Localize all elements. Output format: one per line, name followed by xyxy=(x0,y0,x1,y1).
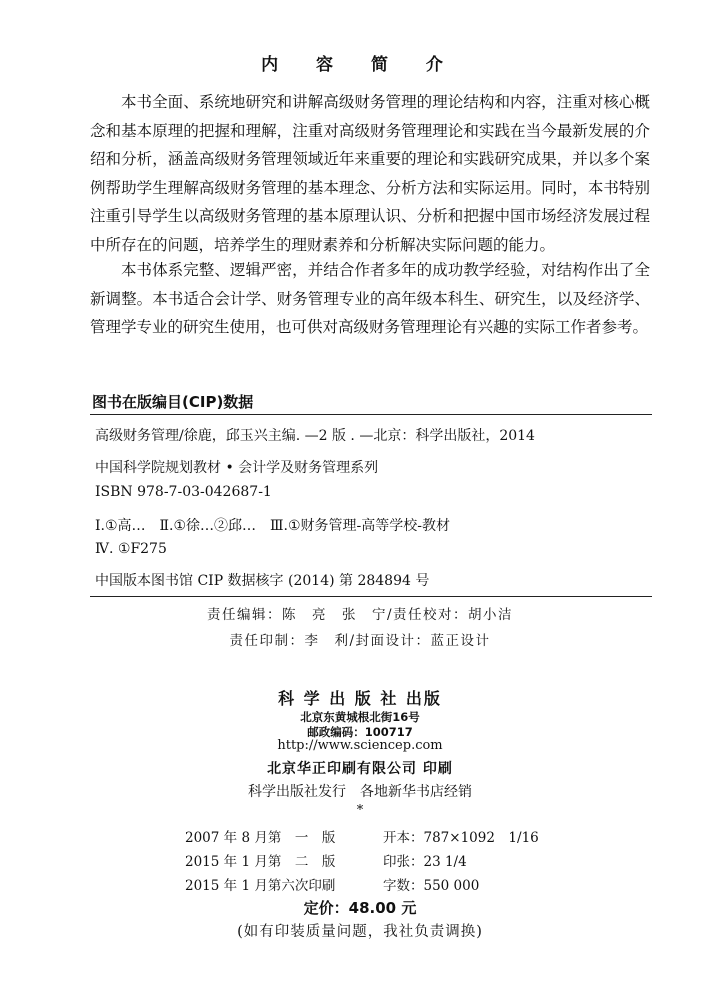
edition-row xyxy=(185,826,539,846)
edition-row xyxy=(185,850,467,870)
cip-line-isbn: ISBN 978-7-03-042687-1 xyxy=(95,484,272,500)
quality-note: (如有印装质量问题，我社负责调换) xyxy=(237,924,483,940)
edition-spec: 字数：550 000 xyxy=(383,878,480,894)
printer-name: 北京华正印刷有限公司 印刷 xyxy=(267,761,453,777)
cip-heading: 图书在版编目(CIP)数据 xyxy=(92,393,254,411)
edition-spec: 印张：23 1/4 xyxy=(383,854,467,870)
cip-line-record-number: 中国版本图书馆 CIP 数据核字 (2014) 第 284894 号 xyxy=(95,573,430,589)
publisher-name: 科 学 出 版 社 出版 xyxy=(278,689,442,708)
price: 定价：48.00 元 xyxy=(303,899,417,917)
cip-top-rule xyxy=(90,414,652,415)
cip-line-series: 中国科学院规划教材 • 会计学及财务管理系列 xyxy=(95,460,379,476)
staff-editors: 责任编辑：陈 亮 张 宁/责任校对：胡小洁 xyxy=(206,607,514,623)
distribution-line: 科学出版社发行 各地新华书店经销 xyxy=(248,784,472,800)
staff-printing-design: 责任印制：李 利/封面设计：蓝正设计 xyxy=(229,633,491,649)
publisher-website: http://www.sciencep.com xyxy=(277,738,443,753)
edition-date: 2007 年 8 月第 一 版 xyxy=(185,830,336,846)
cip-line-title: 高级财务管理/徐鹿，邱玉兴主编. —2 版 . —北京：科学出版社，2014 xyxy=(95,428,535,444)
edition-date: 2015 年 1 月第六次印刷 xyxy=(185,878,336,894)
cip-line-clc: Ⅳ. ①F275 xyxy=(95,541,167,557)
cip-line-classification: Ⅰ.①高… Ⅱ.①徐…②邱… Ⅲ.①财务管理-高等学校-教材 xyxy=(95,518,451,534)
intro-paragraph-2: 本书体系完整、逻辑严密，并结合作者多年的成功教学经验，对结构作出了全新调整。本书适合会计学、财务管理专业的高年级本科生、研究生，以及经济学、管理学专业的研究生使用，也可供对高级财务管理理论有兴趣的实际工作者参考。 xyxy=(90,261,650,336)
publisher-address: 北京东黄城根北街16号 xyxy=(300,710,420,724)
separator-star: * xyxy=(356,803,364,818)
page-title: 内 容 简 介 xyxy=(261,55,459,75)
publisher-postcode: 邮政编码：100717 xyxy=(307,725,413,739)
cip-bottom-rule xyxy=(90,596,652,597)
edition-row xyxy=(185,874,480,894)
intro-paragraph-1: 本书全面、系统地研究和讲解高级财务管理的理论结构和内容，注重对核心概念和基本原理的把握和理解，注重对高级财务管理理论和实践在当今最新发展的介绍和分析，涵盖高级财务管理领域近年来重要的理论和实践研究成果，并以多个案例帮助学生理解高级财务管理的基本理念、分析方法和实际运用。同时，本书特别注重引导学生以高级财务管理的基本原理认识、分析和把握中国市场经济发展过程中所存在的问题，培养学生的理财素养和分析解决实际问题的能力。 xyxy=(90,93,650,254)
edition-date: 2015 年 1 月第 二 版 xyxy=(185,854,336,870)
edition-spec: 开本：787×1092 1/16 xyxy=(383,830,539,846)
